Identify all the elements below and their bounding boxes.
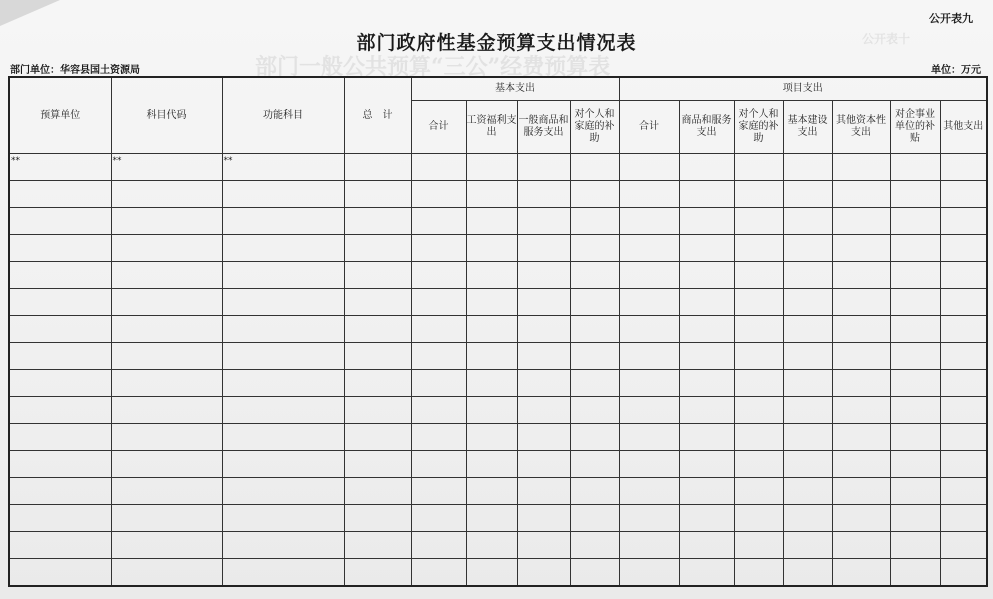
table-cell — [890, 235, 940, 262]
table-cell — [344, 181, 411, 208]
table-cell — [940, 181, 987, 208]
table-cell — [411, 181, 466, 208]
table-cell — [940, 451, 987, 478]
table-cell — [832, 559, 890, 587]
table-cell — [783, 532, 832, 559]
table-cell — [619, 181, 679, 208]
table-cell — [517, 316, 570, 343]
table-cell — [222, 397, 344, 424]
table-cell — [619, 451, 679, 478]
table-row — [9, 316, 987, 343]
table-cell — [466, 505, 517, 532]
header-project-expenditure: 项目支出 — [619, 77, 987, 101]
table-cell — [832, 397, 890, 424]
table-cell — [890, 424, 940, 451]
table-cell — [734, 316, 783, 343]
table-cell — [344, 289, 411, 316]
table-cell — [570, 343, 619, 370]
table-cell — [570, 316, 619, 343]
table-cell — [222, 370, 344, 397]
table-cell — [679, 154, 734, 181]
table-cell — [466, 451, 517, 478]
header-basic-expenditure: 基本支出 — [411, 77, 619, 101]
header-project-col: 对个人和家庭的补助 — [734, 101, 783, 154]
table-cell — [890, 397, 940, 424]
table-cell — [466, 370, 517, 397]
header-function-subject: 功能科目 — [222, 77, 344, 154]
table-cell — [619, 478, 679, 505]
department-label: 部门单位：华容县国土资源局 — [10, 65, 140, 76]
table-cell — [679, 316, 734, 343]
table-cell — [411, 208, 466, 235]
table-cell — [679, 424, 734, 451]
table-cell — [9, 289, 111, 316]
table-cell — [411, 397, 466, 424]
table-row — [9, 343, 987, 370]
table-cell — [619, 208, 679, 235]
table-cell — [344, 316, 411, 343]
table-cell — [783, 316, 832, 343]
table-row — [9, 451, 987, 478]
table-cell — [940, 397, 987, 424]
bleed-through-title: 部门一般公共预算“三公”经费预算表 — [255, 54, 611, 80]
table-cell — [783, 289, 832, 316]
table-cell — [344, 397, 411, 424]
table-cell — [783, 478, 832, 505]
table-row — [9, 532, 987, 559]
table-cell — [734, 478, 783, 505]
header-project-col: 商品和服务支出 — [679, 101, 734, 154]
table-cell — [783, 424, 832, 451]
table-cell — [111, 316, 222, 343]
table-row — [9, 235, 987, 262]
table-cell — [9, 181, 111, 208]
table-cell — [619, 154, 679, 181]
table-cell — [734, 532, 783, 559]
header-basic-col: 工资福利支出 — [466, 101, 517, 154]
table-cell — [222, 532, 344, 559]
table-cell — [411, 559, 466, 587]
table-cell — [619, 532, 679, 559]
table-cell — [570, 235, 619, 262]
table-cell — [734, 343, 783, 370]
cell-function-subject: ** — [222, 154, 344, 181]
bleed-through-form-no: 公开表十 — [862, 32, 911, 46]
table-cell — [783, 181, 832, 208]
table-cell — [111, 343, 222, 370]
table-cell — [679, 370, 734, 397]
table-cell — [344, 478, 411, 505]
table-cell — [111, 559, 222, 587]
table-cell — [466, 262, 517, 289]
table-cell — [517, 451, 570, 478]
table-cell — [111, 208, 222, 235]
table-cell — [111, 370, 222, 397]
table-cell — [679, 451, 734, 478]
table-cell — [832, 262, 890, 289]
table-cell — [783, 154, 832, 181]
header-basic-col: 对个人和家庭的补助 — [570, 101, 619, 154]
table-cell — [832, 451, 890, 478]
table-cell — [466, 532, 517, 559]
table-cell — [890, 208, 940, 235]
table-row — [9, 505, 987, 532]
table-cell — [832, 478, 890, 505]
table-cell — [940, 532, 987, 559]
table-cell — [411, 451, 466, 478]
table-cell — [344, 262, 411, 289]
table-cell — [466, 397, 517, 424]
table-cell — [517, 397, 570, 424]
folded-corner — [0, 0, 60, 26]
table-cell — [517, 154, 570, 181]
table-cell — [9, 208, 111, 235]
table-cell — [111, 397, 222, 424]
table-cell — [734, 424, 783, 451]
table-cell — [570, 397, 619, 424]
table-cell — [411, 478, 466, 505]
table-cell — [466, 208, 517, 235]
budget-table — [8, 76, 988, 587]
table-cell — [679, 478, 734, 505]
table-cell — [344, 424, 411, 451]
table-cell — [411, 424, 466, 451]
header-project-col: 其他支出 — [940, 101, 987, 154]
table-cell — [517, 532, 570, 559]
table-cell — [890, 289, 940, 316]
table-cell — [890, 154, 940, 181]
table-cell — [9, 370, 111, 397]
table-row — [9, 289, 987, 316]
table-cell — [679, 289, 734, 316]
table-cell — [111, 181, 222, 208]
table-row — [9, 424, 987, 451]
table-cell — [940, 505, 987, 532]
header-project-col: 合计 — [619, 101, 679, 154]
table-cell — [411, 316, 466, 343]
table-cell — [940, 235, 987, 262]
table-cell — [344, 505, 411, 532]
form-number: 公开表九 — [929, 12, 973, 25]
table-cell — [517, 505, 570, 532]
table-cell — [679, 181, 734, 208]
table-row — [9, 370, 987, 397]
table-cell — [222, 424, 344, 451]
table-cell — [734, 208, 783, 235]
table-cell — [734, 451, 783, 478]
table-cell — [734, 505, 783, 532]
table-cell — [344, 235, 411, 262]
table-cell — [940, 289, 987, 316]
table-cell — [940, 424, 987, 451]
table-cell — [111, 451, 222, 478]
table-cell — [517, 343, 570, 370]
table-cell — [940, 262, 987, 289]
table-cell — [344, 208, 411, 235]
table-cell — [111, 505, 222, 532]
table-cell — [940, 154, 987, 181]
header-project-col: 其他资本性支出 — [832, 101, 890, 154]
table-cell — [222, 208, 344, 235]
table-cell — [734, 559, 783, 587]
table-cell — [344, 532, 411, 559]
table-cell — [832, 289, 890, 316]
table-cell — [344, 343, 411, 370]
table-cell — [679, 208, 734, 235]
table-cell — [940, 478, 987, 505]
header-basic-col: 合计 — [411, 101, 466, 154]
table-cell — [9, 478, 111, 505]
table-cell — [940, 370, 987, 397]
table-cell — [940, 343, 987, 370]
table-cell — [411, 532, 466, 559]
table-cell — [783, 262, 832, 289]
table-row — [9, 397, 987, 424]
table-cell — [619, 262, 679, 289]
table-cell — [890, 559, 940, 587]
table-row — [9, 208, 987, 235]
header-project-col: 基本建设支出 — [783, 101, 832, 154]
table-cell — [783, 370, 832, 397]
table-cell — [679, 262, 734, 289]
table-cell — [222, 505, 344, 532]
table-cell — [222, 289, 344, 316]
table-cell — [734, 262, 783, 289]
table-cell — [517, 181, 570, 208]
table-cell — [222, 451, 344, 478]
table-cell — [517, 478, 570, 505]
table-cell — [570, 181, 619, 208]
table-cell — [411, 154, 466, 181]
table-cell — [832, 424, 890, 451]
table-row — [9, 559, 987, 587]
table-cell — [9, 451, 111, 478]
table-row — [9, 478, 987, 505]
table-cell — [679, 343, 734, 370]
header-basic-col: 一般商品和服务支出 — [517, 101, 570, 154]
table-cell — [619, 424, 679, 451]
table-cell — [832, 208, 890, 235]
table-cell — [411, 289, 466, 316]
table-cell — [783, 208, 832, 235]
table-cell — [466, 181, 517, 208]
table-cell — [890, 370, 940, 397]
table-cell — [619, 559, 679, 587]
table-cell — [570, 532, 619, 559]
table-cell — [890, 478, 940, 505]
table-cell — [783, 397, 832, 424]
table-cell — [890, 343, 940, 370]
table-cell — [466, 559, 517, 587]
table-cell — [466, 316, 517, 343]
cell-budget-unit: ** — [9, 154, 111, 181]
table-cell — [734, 235, 783, 262]
table-cell — [411, 370, 466, 397]
table-cell — [570, 262, 619, 289]
table-row — [9, 181, 987, 208]
table-cell — [222, 262, 344, 289]
table-cell — [679, 397, 734, 424]
table-cell — [466, 289, 517, 316]
table-cell — [832, 235, 890, 262]
table-cell — [679, 559, 734, 587]
table-cell — [570, 559, 619, 587]
header-total: 总 计 — [344, 77, 411, 154]
table-cell — [9, 505, 111, 532]
table-cell — [679, 505, 734, 532]
table-cell — [222, 316, 344, 343]
table-cell — [517, 424, 570, 451]
table-cell — [111, 532, 222, 559]
table-cell — [517, 370, 570, 397]
table-cell — [679, 532, 734, 559]
table-cell — [783, 559, 832, 587]
table-cell — [832, 505, 890, 532]
table-cell — [111, 289, 222, 316]
table-cell — [940, 316, 987, 343]
table-cell — [832, 181, 890, 208]
table-cell — [734, 370, 783, 397]
table-cell — [517, 262, 570, 289]
table-cell — [890, 505, 940, 532]
table-cell — [222, 181, 344, 208]
table-cell — [344, 370, 411, 397]
table-cell — [940, 208, 987, 235]
table-cell — [466, 424, 517, 451]
table-cell — [111, 424, 222, 451]
table-cell — [411, 343, 466, 370]
table-cell — [783, 505, 832, 532]
table-cell — [783, 343, 832, 370]
table-cell — [9, 343, 111, 370]
table-cell — [734, 289, 783, 316]
table-body — [9, 154, 987, 587]
table-cell — [222, 235, 344, 262]
table-cell — [344, 559, 411, 587]
table-cell — [832, 370, 890, 397]
table-cell — [222, 343, 344, 370]
table-cell — [570, 370, 619, 397]
table-cell — [619, 316, 679, 343]
table-cell — [517, 208, 570, 235]
table-cell — [517, 235, 570, 262]
table-cell — [570, 208, 619, 235]
table-cell — [344, 451, 411, 478]
table-cell — [517, 289, 570, 316]
table-cell — [734, 181, 783, 208]
table-cell — [9, 316, 111, 343]
table-cell — [466, 478, 517, 505]
unit-label: 单位：万元 — [931, 65, 981, 76]
table-cell — [619, 289, 679, 316]
table-cell — [832, 154, 890, 181]
table-cell — [466, 343, 517, 370]
table-cell — [570, 451, 619, 478]
table-cell — [570, 505, 619, 532]
table-cell — [111, 478, 222, 505]
page-title: 部门政府性基金预算支出情况表 — [356, 32, 637, 54]
table-cell — [619, 397, 679, 424]
table-cell — [890, 181, 940, 208]
table-cell — [570, 154, 619, 181]
table-cell — [832, 532, 890, 559]
table-cell — [890, 451, 940, 478]
table-cell — [832, 343, 890, 370]
table-cell — [111, 235, 222, 262]
table-cell — [466, 235, 517, 262]
table-cell — [619, 505, 679, 532]
table-cell — [222, 478, 344, 505]
table-cell — [222, 559, 344, 587]
header-project-col: 对企事业单位的补贴 — [890, 101, 940, 154]
table-cell — [9, 235, 111, 262]
table-cell — [890, 532, 940, 559]
table-cell — [619, 235, 679, 262]
table-cell — [679, 235, 734, 262]
table-cell — [411, 505, 466, 532]
table-cell — [734, 397, 783, 424]
table-cell — [9, 262, 111, 289]
table-cell — [9, 559, 111, 587]
table-cell — [619, 343, 679, 370]
table-cell — [940, 559, 987, 587]
table-cell — [111, 262, 222, 289]
table-cell — [734, 154, 783, 181]
table-cell — [411, 262, 466, 289]
cell-subject-code: ** — [111, 154, 222, 181]
table-cell — [890, 316, 940, 343]
table-cell — [783, 451, 832, 478]
table-cell — [344, 154, 411, 181]
table-cell — [890, 262, 940, 289]
table-cell — [570, 289, 619, 316]
table-cell — [570, 478, 619, 505]
table-cell — [466, 154, 517, 181]
table-cell — [619, 370, 679, 397]
table-cell — [9, 397, 111, 424]
table-cell — [570, 424, 619, 451]
table-row — [9, 154, 987, 181]
table-cell — [411, 235, 466, 262]
table-cell — [9, 532, 111, 559]
table-cell — [783, 235, 832, 262]
table-cell — [517, 559, 570, 587]
table-cell — [832, 316, 890, 343]
table-row — [9, 262, 987, 289]
header-budget-unit: 预算单位 — [9, 77, 111, 154]
table-cell — [9, 424, 111, 451]
header-subject-code: 科目代码 — [111, 77, 222, 154]
